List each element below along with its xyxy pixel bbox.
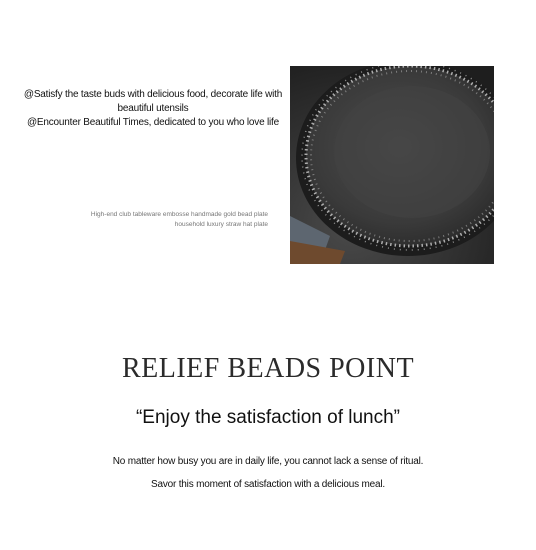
product-description <box>40 210 268 230</box>
tagline-line-2: beautiful utensils <box>117 103 189 114</box>
plate-illustration <box>290 66 494 264</box>
product-line-2: household luxury straw hat plate <box>174 221 268 228</box>
body-line-2: Savor this moment of satisfaction with a delicious meal. <box>151 479 385 490</box>
tagline <box>18 88 288 130</box>
section-heading: RELIEF BEADS POINT <box>121 353 415 384</box>
tagline-line-1: @Satisfy the taste buds with delicious food, decorate life with <box>23 89 283 100</box>
plate-photo <box>290 66 494 264</box>
quote: “Enjoy the satisfaction of lunch” <box>135 407 401 428</box>
product-line-1: High-end club tableware embosse handmade gold bead plate <box>90 211 268 218</box>
tagline-line-3: @Encounter Beautiful Times, dedicated to you who love life <box>26 117 280 128</box>
body-line-1: No matter how busy you are in daily life, you cannot lack a sense of ritual. <box>112 456 424 467</box>
